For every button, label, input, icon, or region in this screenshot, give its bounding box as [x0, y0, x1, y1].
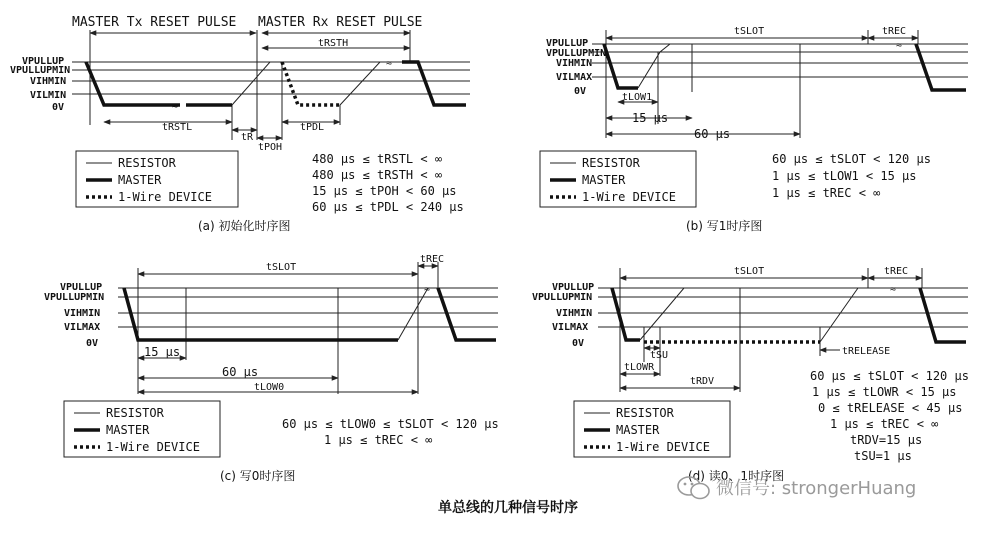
level-label-vihmin: VIHMIN: [64, 308, 101, 319]
constraint-text: 480 μs ≤ tRSTH < ∞: [312, 168, 443, 182]
legend-label-device: 1-Wire DEVICE: [106, 440, 200, 454]
legend-label-device: 1-Wire DEVICE: [616, 440, 710, 454]
label-15us: 15 μs: [632, 111, 669, 125]
label-tslot: tSLOT: [266, 262, 297, 273]
break-mark: ≈: [896, 40, 903, 51]
label-60us: 60 μs: [694, 127, 731, 141]
level-label-vihmin: VIHMIN: [556, 58, 593, 69]
level-label-vihmin: VIHMIN: [30, 76, 67, 87]
label-tlowr: tLOWR: [624, 362, 655, 373]
label-tslot: tSLOT: [734, 266, 765, 277]
legend-label-master: MASTER: [106, 423, 150, 437]
legend-label-master: MASTER: [616, 423, 660, 437]
constraint-text: 1 μs ≤ tLOW1 < 15 μs: [772, 169, 917, 183]
constraint-text: 60 μs ≤ tSLOT < 120 μs: [772, 152, 931, 166]
constraint-text: 0 ≤ tRELEASE < 45 μs: [818, 401, 963, 415]
caption-panel-c: (c) 写0时序图: [220, 469, 296, 483]
label-trstl: tRSTL: [162, 122, 193, 133]
waveform-master: [916, 44, 966, 90]
watermark-text: 微信号: strongerHuang: [716, 478, 917, 499]
waveform-master: [402, 62, 466, 105]
label-trec: tREC: [420, 254, 445, 265]
level-label-vilmin: VILMIN: [30, 90, 67, 101]
header-master-rx-reset: MASTER Rx RESET PULSE: [258, 15, 423, 30]
panel-b-write1-timing: [540, 26, 968, 233]
break-mark: ≈: [172, 101, 179, 112]
constraint-text: tSU=1 μs: [854, 449, 912, 463]
constraint-text: 1 μs ≤ tREC < ∞: [830, 417, 939, 431]
level-label-vpullup: VPULLUP: [546, 38, 589, 49]
level-label-vpullup: VPULLUP: [22, 56, 65, 67]
caption-panel-b: (b) 写1时序图: [686, 219, 763, 233]
constraint-text: 15 μs ≤ tPOH < 60 μs: [312, 184, 457, 198]
waveform-master: [604, 44, 638, 88]
legend-label-resistor: RESISTOR: [616, 406, 674, 420]
legend-label-device: 1-Wire DEVICE: [582, 190, 676, 204]
label-tr: tR: [241, 132, 254, 143]
constraint-text: 1 μs ≤ tLOWR < 15 μs: [812, 385, 957, 399]
waveform-resistor: [640, 288, 888, 340]
label-trec: tREC: [882, 26, 907, 37]
level-label-0v: 0V: [86, 338, 99, 349]
constraint-text: 60 μs ≤ tPDL < 240 μs: [312, 200, 464, 214]
waveform-master: [124, 288, 398, 340]
level-label-vilmax: VILMAX: [552, 322, 589, 333]
label-tpoh: tPOH: [258, 142, 283, 153]
level-label-vilmax: VILMAX: [64, 322, 101, 333]
constraint-text: 1 μs ≤ tREC < ∞: [324, 433, 433, 447]
label-tlow0: tLOW0: [254, 382, 285, 393]
waveform-resistor: [638, 44, 890, 88]
level-label-0v: 0V: [574, 86, 587, 97]
diagram-title: 单总线的几种信号时序: [438, 500, 578, 516]
waveform-master: [612, 288, 640, 340]
legend-label-resistor: RESISTOR: [118, 156, 176, 170]
constraint-text: 60 μs ≤ tLOW0 ≤ tSLOT < 120 μs: [282, 417, 499, 431]
waveform-resistor: [398, 288, 436, 340]
level-label-vilmax: VILMAX: [556, 72, 593, 83]
break-mark: ≈: [424, 284, 431, 295]
waveform-resistor: [340, 62, 390, 105]
label-60us: 60 μs: [222, 365, 259, 379]
break-mark: ≈: [386, 58, 393, 69]
panel-c-write0-timing: [44, 254, 499, 483]
panel-d-read-timing: [532, 266, 969, 483]
label-15us: 15 μs: [144, 345, 181, 359]
legend-label-device: 1-Wire DEVICE: [118, 190, 212, 204]
waveform-master: [86, 62, 180, 105]
label-tpdl: tPDL: [300, 122, 325, 133]
level-label-vpullupmin: VPULLUPMIN: [44, 292, 105, 303]
level-label-0v: 0V: [572, 338, 585, 349]
level-label-vpullupmin: VPULLUPMIN: [532, 292, 593, 303]
label-tsu: tSU: [650, 350, 669, 361]
constraint-text: tRDV=15 μs: [850, 433, 923, 447]
legend-label-resistor: RESISTOR: [106, 406, 164, 420]
level-label-0v: 0V: [52, 102, 65, 113]
legend-label-resistor: RESISTOR: [582, 156, 640, 170]
label-trec: tREC: [884, 266, 909, 277]
label-tslot: tSLOT: [734, 26, 765, 37]
waveform-resistor: [820, 288, 858, 342]
level-label-vihmin: VIHMIN: [556, 308, 593, 319]
caption-panel-d: (d) 读0、1时序图: [688, 469, 785, 483]
label-trdv: tRDV: [690, 376, 715, 387]
constraint-text: 1 μs ≤ tREC < ∞: [772, 186, 881, 200]
header-master-tx-reset: MASTER Tx RESET PULSE: [72, 15, 237, 30]
label-trelease: tRELEASE: [842, 346, 891, 357]
waveform-master: [920, 288, 966, 342]
constraint-text: 60 μs ≤ tSLOT < 120 μs: [810, 369, 969, 383]
level-label-vpullup: VPULLUP: [60, 282, 103, 293]
legend-label-master: MASTER: [118, 173, 162, 187]
break-mark: ≈: [890, 284, 897, 295]
panel-a-init-timing: [10, 15, 470, 233]
level-label-vpullupmin: VPULLUPMIN: [546, 48, 607, 59]
constraint-text: 480 μs ≤ tRSTL < ∞: [312, 152, 443, 166]
label-tlow1: tLOW1: [622, 92, 653, 103]
level-label-vpullup: VPULLUP: [552, 282, 595, 293]
waveform-device: [282, 62, 340, 105]
label-trsth: tRSTH: [318, 38, 349, 49]
legend-label-master: MASTER: [582, 173, 626, 187]
caption-panel-a: (a) 初始化时序图: [198, 219, 291, 233]
waveform-master: [438, 288, 496, 340]
level-label-vpullupmin: VPULLUPMIN: [10, 65, 71, 76]
